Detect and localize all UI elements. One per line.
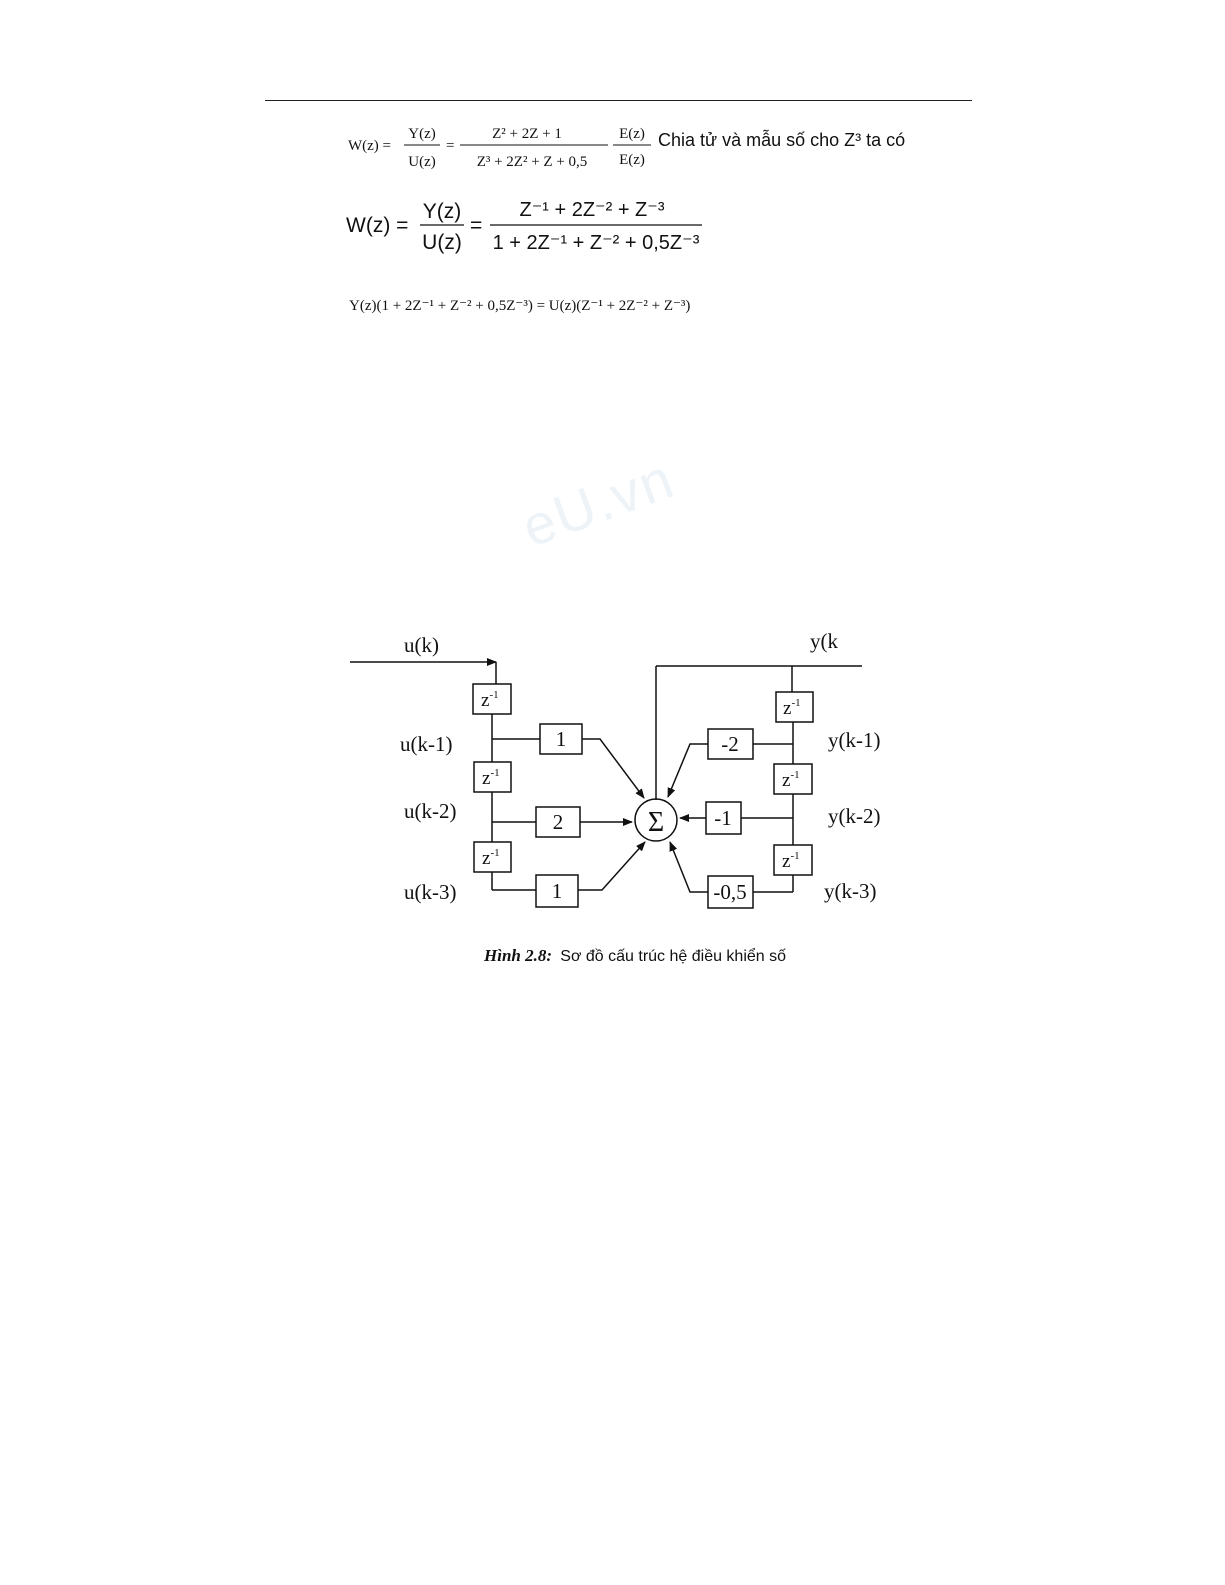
eq1-num3: E(z) [619,126,645,142]
figure-caption: Hình 2.8: Sơ đồ cấu trúc hệ điều khiển số [484,946,787,965]
eq1-den3: E(z) [619,152,645,168]
svg-text:=: = [470,214,483,237]
eq3-text: Y(z)(1 + 2Z⁻¹ + Z⁻² + 0,5Z⁻³) = U(z)(Z⁻¹ + 2Z⁻² + Z⁻³) [349,298,691,314]
gain-left-3: 1 [551,879,563,903]
gain-right-2: -1 [714,806,732,830]
right-label-1: y(k-1) [828,728,881,752]
eq1-num2: Z² + 2Z + 1 [492,126,562,142]
svg-text:=: = [446,138,455,154]
sum-symbol: Σ [647,807,665,838]
eq1-lhs: W(z) = [348,138,392,154]
right-label-2: y(k-2) [828,804,881,828]
gain-right-1: -2 [721,732,739,756]
delay-text-left-3: $z^{-1}$ [482,847,500,869]
delay-text-right-3: $z^{-1}$ [782,850,800,872]
eq1-note: Chia tử và mẫu số cho Z³ ta có [658,130,906,150]
delay-text-right-1: $z^{-1}$ [783,697,801,719]
eq2-den1: U(z) [422,231,462,254]
gain-left-1: 1 [555,727,567,751]
right-label-3: y(k-3) [824,879,877,903]
eq1-den1: U(z) [408,154,436,170]
output-label: y(k [810,629,838,653]
eq1-num1: Y(z) [408,126,436,142]
gain-left-2: 2 [552,810,564,834]
input-label: u(k) [404,633,439,657]
eq2-den2: 1 + 2Z⁻¹ + Z⁻² + 0,5Z⁻³ [492,232,700,254]
delay-text-right-2: $z^{-1}$ [782,769,800,791]
delay-text-left-1: $z^{-1}$ [481,689,499,711]
left-label-1: u(k-1) [400,732,453,756]
gain-right-3: -0,5 [713,880,747,904]
left-label-2: u(k-2) [404,799,457,823]
eq2-lhs: W(z) = [346,214,409,237]
eq2-num2: Z⁻¹ + 2Z⁻² + Z⁻³ [519,199,665,221]
delay-text-left-2: $z^{-1}$ [482,767,500,789]
eq2-num1: Y(z) [422,200,462,223]
watermark: eU.vn [513,446,683,559]
eq1-den2: Z³ + 2Z² + Z + 0,5 [476,154,588,170]
left-label-3: u(k-3) [404,880,457,904]
